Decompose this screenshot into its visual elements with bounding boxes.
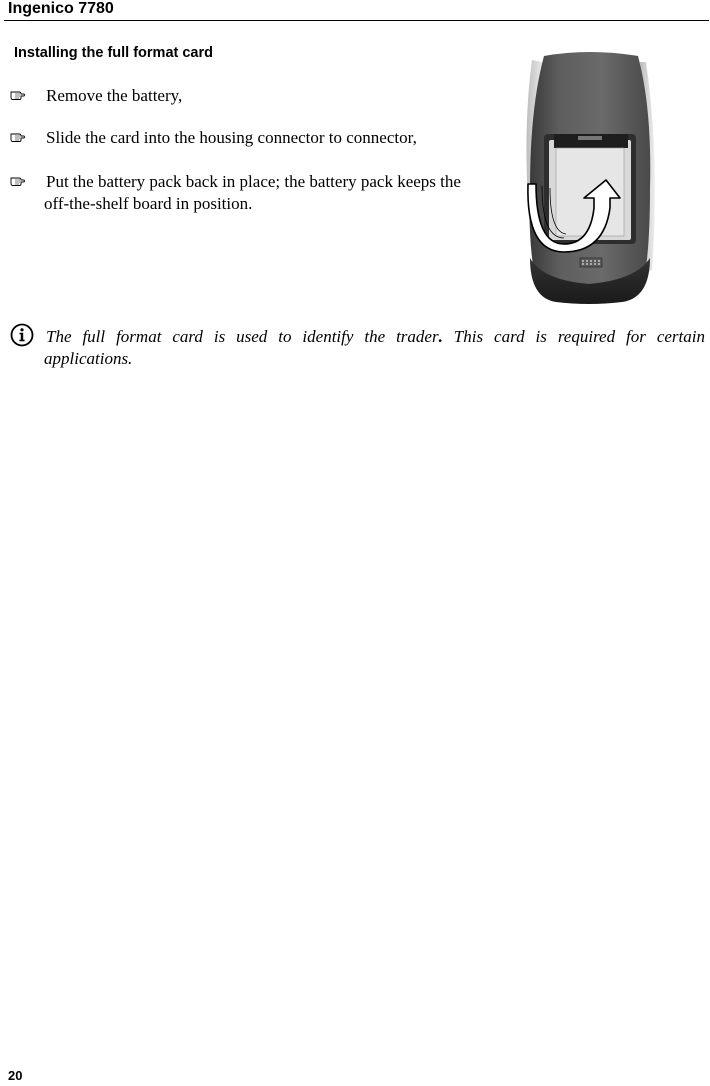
note-line: [46, 326, 705, 348]
pointing-hand-icon: [10, 175, 25, 187]
pointing-hand-icon: [10, 89, 25, 101]
page-number: 20: [8, 1068, 23, 1083]
info-icon: [10, 323, 34, 347]
info-note: [44, 326, 705, 370]
header-divider: [4, 20, 709, 21]
step-item: [10, 171, 506, 215]
note-emphasis: .: [438, 327, 443, 346]
step-text: Slide the card into the housing connector to connector,: [46, 128, 417, 147]
step-text: [46, 171, 506, 215]
step-text-line: Put the battery pack back in place; the battery pack keeps the: [46, 172, 461, 191]
note-text: The full format card is used to identify the trader: [46, 327, 439, 346]
note-line: applications.: [44, 349, 133, 368]
step-item: [10, 127, 417, 149]
note-text: This card is required for certain: [442, 327, 705, 346]
terminal-back-illustration: [516, 48, 662, 306]
step-text: Remove the battery,: [46, 86, 183, 105]
step-text-line: off-the-shelf board in position.: [44, 194, 253, 213]
step-item: [10, 85, 182, 107]
pointing-hand-icon: [10, 131, 25, 143]
section-title: Installing the full format card: [14, 45, 213, 61]
document-header-title: Ingenico 7780: [8, 0, 114, 17]
